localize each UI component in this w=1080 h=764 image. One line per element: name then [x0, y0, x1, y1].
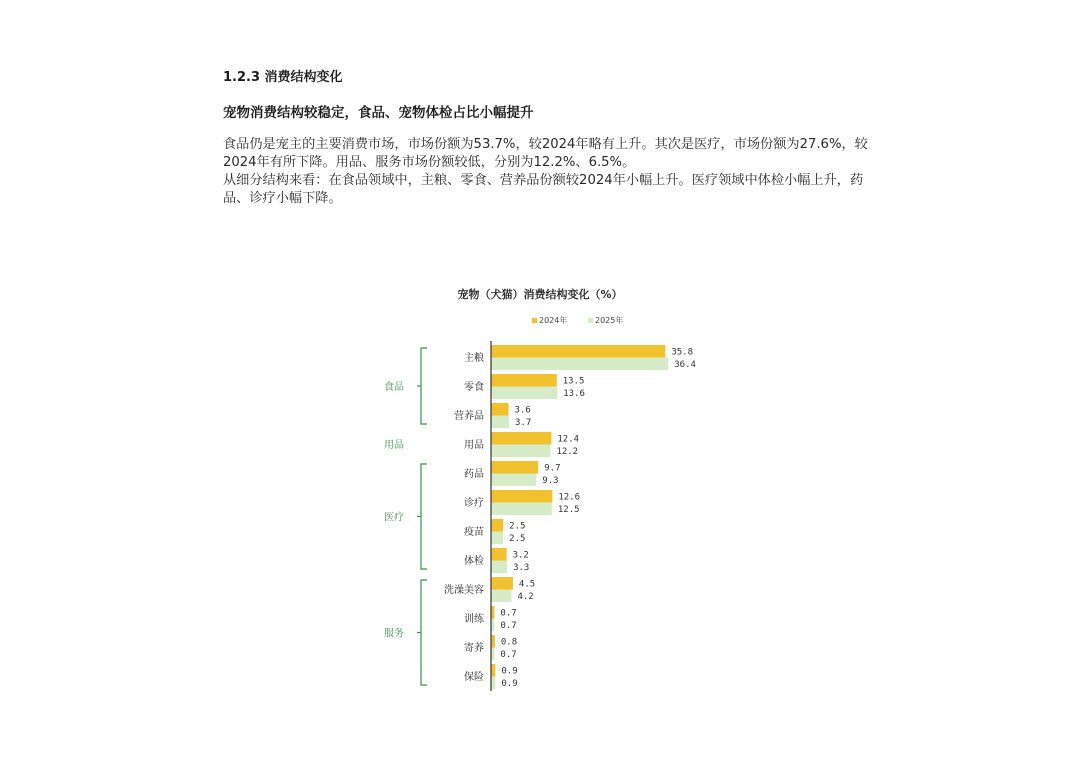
value-label: 4.2: [517, 591, 534, 602]
value-label: 13.5: [562, 376, 585, 387]
value-label: 3.6: [514, 405, 531, 416]
category-label: 用品: [464, 440, 484, 451]
value-label: 13.6: [563, 388, 585, 399]
section-heading: 1.2.3 消费结构变化: [223, 70, 343, 85]
bar: [491, 490, 552, 503]
value-label: 35.8: [671, 347, 694, 358]
bar: [491, 503, 552, 516]
bar: [491, 345, 665, 358]
value-label: 2.5: [509, 533, 526, 544]
category-label: 体检: [464, 556, 484, 567]
sub-heading: 宠物消费结构较稳定，食品、宠物体检占比小幅提升: [223, 105, 534, 121]
category-label: 诊疗: [464, 498, 484, 509]
value-label: 3.3: [513, 562, 530, 573]
bar: [491, 577, 513, 590]
chart-title: 宠物（犬猫）消费结构变化（%）: [457, 288, 623, 301]
paragraph-1: 食品仍是宠主的主要消费市场，市场份额为53.7%，较2024年略有上升。其次是医疗，市场份额为27.6%，较2024年有所下降。用品、服务市场份额较低，分别为12.2%、6.5%。: [223, 137, 868, 170]
category-label: 洗澡美容: [444, 585, 484, 596]
group-label: 用品: [384, 440, 404, 451]
bar: [491, 677, 495, 690]
value-label: 0.9: [501, 678, 518, 689]
legend-label: 2024年: [539, 316, 568, 325]
value-label: 4.5: [518, 579, 536, 590]
bar: [491, 445, 550, 458]
bar: [491, 532, 503, 545]
bar: [491, 474, 536, 487]
legend-label: 2025年: [595, 316, 624, 325]
value-label: 2.5: [509, 521, 526, 532]
bar: [491, 387, 557, 400]
group-bracket: [421, 464, 427, 569]
bar: [491, 664, 495, 677]
value-label: 0.7: [500, 649, 517, 660]
legend-swatch: [588, 318, 593, 323]
bar: [491, 461, 538, 474]
value-label: 0.8: [500, 637, 518, 648]
category-label: 营养品: [454, 411, 484, 422]
value-label: 9.7: [544, 463, 561, 474]
value-label: 0.7: [500, 608, 517, 619]
group-bracket: [421, 348, 427, 424]
category-label: 训练: [464, 614, 484, 625]
group-label: 食品: [384, 382, 404, 393]
bar: [491, 403, 509, 416]
bar: [491, 590, 511, 603]
category-label: 寄养: [464, 643, 484, 654]
group-label: 服务: [384, 628, 404, 640]
value-label: 0.7: [500, 620, 517, 631]
value-label: 12.4: [557, 434, 580, 445]
bar: [491, 374, 557, 387]
bar: [491, 432, 551, 445]
paragraph-2: 从细分结构来看：在食品领域中，主粮、零食、营养品份额较2024年小幅上升。医疗领域中体检小幅上升，药品、诊疗小幅下降。: [223, 173, 864, 206]
value-label: 12.2: [556, 446, 579, 457]
value-label: 12.6: [558, 492, 581, 503]
value-label: 36.4: [674, 359, 696, 370]
value-label: 3.7: [515, 417, 532, 428]
category-label: 零食: [464, 382, 484, 393]
group-label: 医疗: [384, 512, 404, 524]
bar: [491, 358, 668, 371]
bar: [491, 416, 509, 429]
bar: [491, 548, 507, 561]
category-label: 保险: [464, 672, 484, 683]
category-label: 药品: [464, 469, 484, 480]
value-label: 9.3: [542, 475, 559, 486]
bar: [491, 519, 503, 532]
bar: [491, 561, 507, 574]
group-bracket: [421, 580, 427, 685]
legend-swatch: [532, 318, 537, 323]
value-label: 12.5: [557, 504, 580, 515]
value-label: 3.2: [512, 550, 529, 561]
category-label: 疫苗: [464, 527, 484, 538]
category-label: 主粮: [464, 353, 484, 364]
value-label: 0.9: [501, 666, 518, 677]
